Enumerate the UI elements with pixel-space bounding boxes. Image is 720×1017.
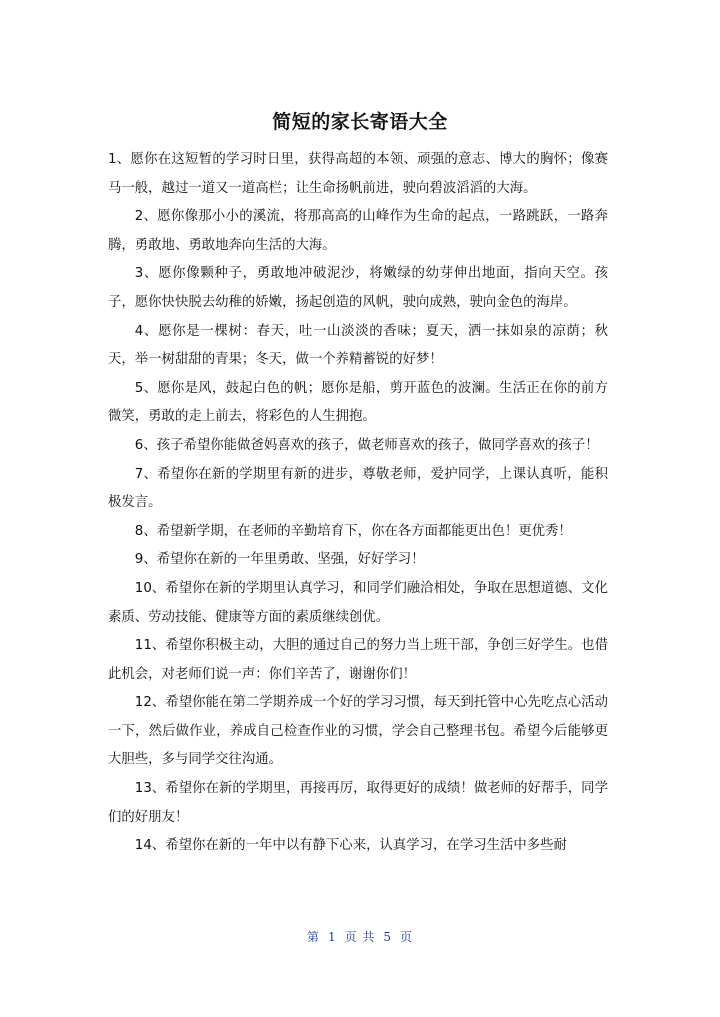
- paragraph: 13、希望你在新的学期里，再接再厉，取得更好的成绩！做老师的好帮手，同学们的好朋友！: [108, 781, 608, 825]
- paragraph: 14、希望你在新的一年中以有静下心来，认真学习，在学习生活中多些耐: [134, 838, 567, 854]
- paragraph: 8、希望新学期，在老师的辛勤培育下，你在各方面都能更出色！更优秀！: [134, 523, 572, 539]
- paragraph: 6、孩子希望你能做爸妈喜欢的孩子，做老师喜欢的孩子，做同学喜欢的孩子！: [134, 437, 599, 453]
- paragraph: 10、希望你在新的学期里认真学习，和同学们融洽相处，争取在思想道德、文化素质、劳动技能、健康等方面的素质继续创优。: [108, 580, 608, 625]
- page-number: 1: [327, 930, 337, 944]
- page-label-mid: 页 共: [344, 930, 376, 944]
- document-title: 简短的家长寄语大全: [272, 111, 448, 133]
- paragraph: 7、希望你在新的学期里有新的进步，尊敬老师，爱护同学，上课认真听，能积极发言。: [108, 466, 608, 511]
- paragraph: 11、希望你积极主动，大胆的通过自己的努力当上班干部，争创三好学生。也借此机会，对老师们说一声：你们辛苦了，谢谢你们！: [108, 638, 608, 682]
- paragraph: 3、愿你像颗种子，勇敢地冲破泥沙，将嫩绿的幼芽伸出地面，指向天空。孩子，愿你快快脱去幼稚的娇嫩，扬起创造的风帆，驶向成熟，驶向金色的海岸。: [108, 266, 608, 310]
- document-body: [108, 146, 608, 861]
- total-pages: 5: [383, 930, 393, 944]
- page-footer: [0, 928, 720, 945]
- paragraph: 5、愿你是风，鼓起白色的帆；愿你是船，剪开蓝色的波澜。生活正在你的前方微笑，勇敢的走上前去，将彩色的人生拥抱。: [108, 380, 608, 425]
- paragraph: 12、希望你能在第二学期养成一个好的学习习惯，每天到托管中心先吃点心活动一下，然后做作业，养成自己检查作业的习惯，学会自己整理书包。希望今后能够更大胆些，多与同学交往沟通。: [108, 695, 608, 768]
- page-label-suffix: 页: [400, 930, 414, 944]
- paragraph: 9、希望你在新的一年里勇敢、坚强，好好学习！: [134, 552, 425, 568]
- page-label-prefix: 第: [306, 930, 320, 944]
- paragraph: 4、愿你是一棵树：春天，吐一山淡淡的香味；夏天，洒一抹如泉的凉荫；秋天，举一树甜甜的青果；冬天，做一个养精蓄锐的好梦！: [108, 323, 608, 368]
- paragraph: 2、愿你像那小小的溪流，将那高高的山峰作为生命的起点，一路跳跃，一路奔腾，勇敢地、勇敢地奔向生活的大海。: [108, 209, 608, 253]
- paragraph: 1、愿你在这短暂的学习时日里，获得高超的本领、顽强的意志、博大的胸怀；像赛马一般，越过一道又一道高栏；让生命扬帆前进，驶向碧波滔滔的大海。: [108, 152, 608, 196]
